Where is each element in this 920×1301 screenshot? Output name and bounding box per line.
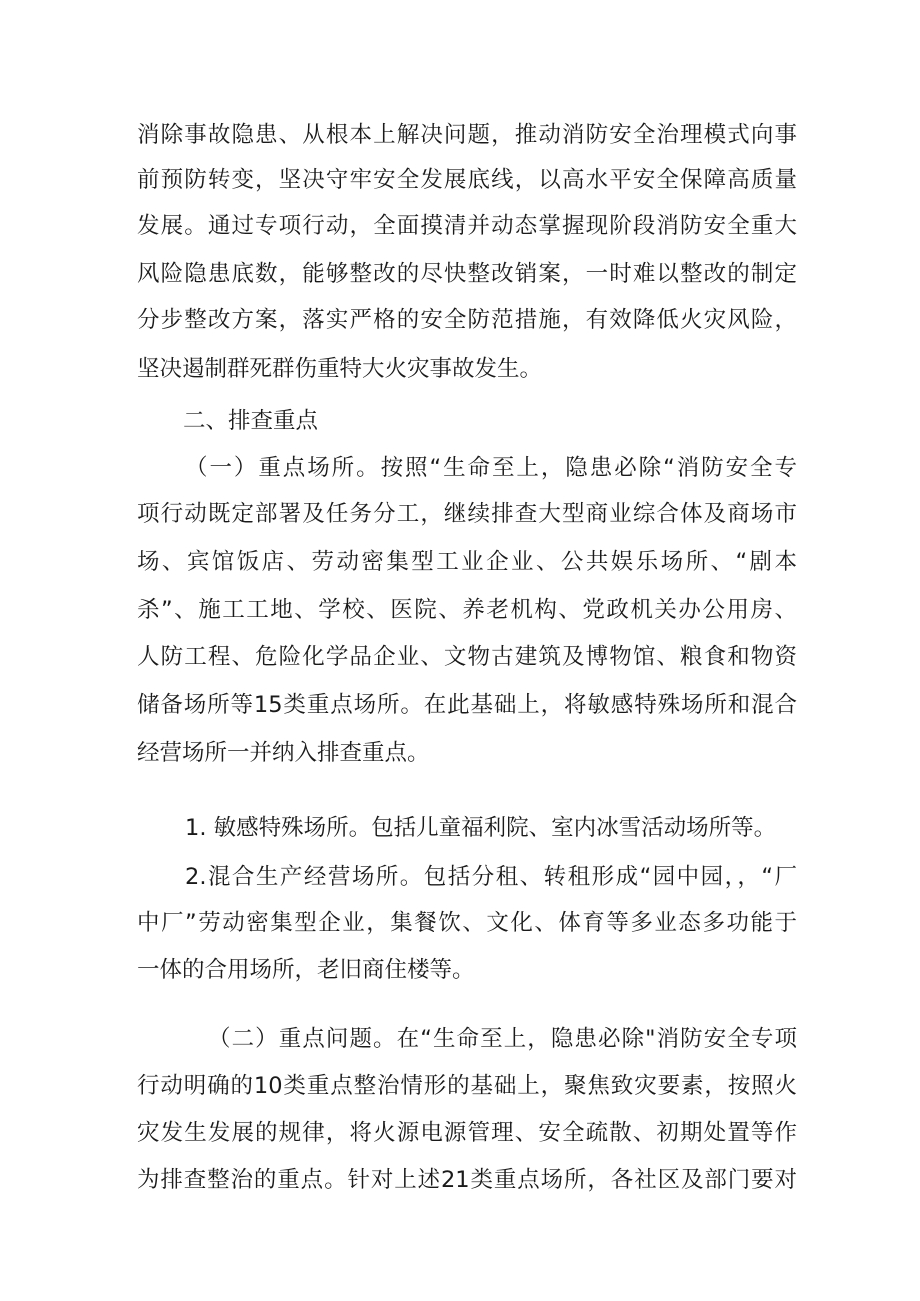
paragraph-2-line-1: （一）重点场所。按照“生命至上，隐患必除“消防安全专	[185, 455, 797, 481]
list-item-1: 1. 敏感特殊场所。包括儿童福利院、室内冰雪活动场所等。	[185, 815, 777, 841]
paragraph-1-line-6: 坚决遏制群死群伤重特大火灾事故发生。	[137, 356, 543, 382]
paragraph-2-line-4: 杀”、施工工地、学校、医院、养老机构、党政机关办公用房、	[137, 597, 797, 623]
paragraph-2-line-6: 储备场所等15类重点场所。在此基础上，将敏感特殊场所和混合	[137, 692, 797, 718]
paragraph-2-line-2: 项行动既定部署及任务分工，继续排查大型商业综合体及商场市	[137, 501, 797, 527]
paragraph-1-line-5: 分步整改方案，落实严格的安全防范措施，有效降低火灾风险，	[137, 307, 797, 333]
paragraph-1-line-2: 前预防转变，坚决守牢安全发展底线，以高水平安全保障高质量	[137, 167, 797, 193]
list-item-2-line-2: 中厂”劳动密集型企业，集餐饮、文化、体育等多业态多功能于	[137, 910, 797, 936]
paragraph-1-line-4: 风险隐患底数，能够整改的尽快整改销案，一时难以整改的制定	[137, 261, 797, 287]
list-item-2-line-3: 一体的合用场所，老旧商住楼等。	[137, 957, 475, 983]
list-item-2-line-1: 2.混合生产经营场所。包括分租、转租形成“园中园，，“厂	[185, 864, 797, 890]
section-heading: 二、排查重点	[183, 408, 319, 434]
paragraph-2-line-5: 人防工程、危险化学品企业、文物古建筑及博物馆、粮食和物资	[137, 644, 797, 670]
paragraph-3-line-1: （二）重点问题。在“生命至上，隐患必除"消防安全专项	[208, 1026, 797, 1052]
paragraph-2-line-3: 场、宾馆饭店、劳动密集型工业企业、公共娱乐场所、“剧本	[137, 549, 797, 575]
paragraph-3-line-3: 灾发生发展的规律，将火源电源管理、安全疏散、初期处置等作	[137, 1120, 797, 1146]
paragraph-1-line-3: 发展。通过专项行动，全面摸清并动态掌握现阶段消防安全重大	[137, 213, 797, 239]
paragraph-3-line-2: 行动明确的10类重点整治情形的基础上，聚焦致灾要素，按照火	[137, 1073, 797, 1099]
paragraph-3-line-4: 为排查整治的重点。针对上述21类重点场所，各社区及部门要对	[137, 1167, 797, 1193]
paragraph-1-line-1: 消除事故隐患、从根本上解决问题，推动消防安全治理模式向事	[137, 122, 797, 148]
paragraph-2-line-7: 经营场所一并纳入排查重点。	[137, 740, 430, 766]
